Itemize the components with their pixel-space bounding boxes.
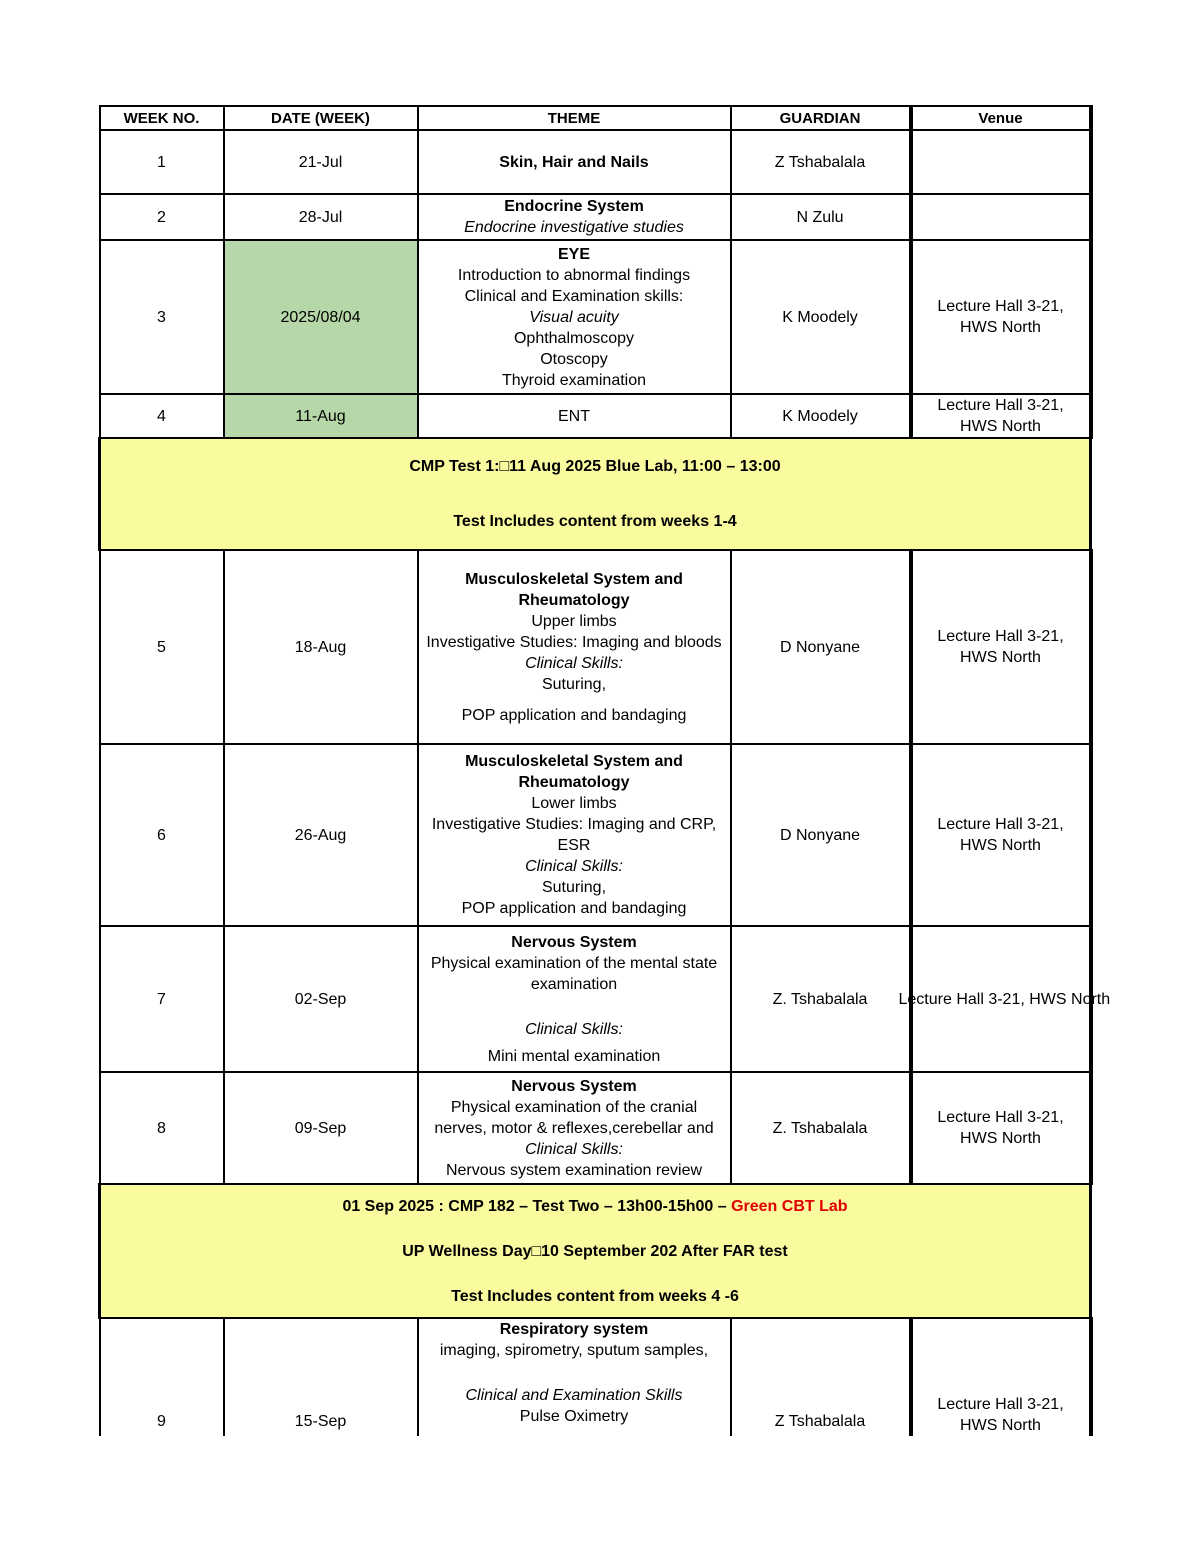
test-banner-2 bbox=[100, 1184, 1091, 1318]
theme-line: Upper limbs bbox=[531, 612, 617, 630]
venue-line: Lecture Hall 3-21, bbox=[937, 298, 1064, 315]
table-row bbox=[100, 194, 1091, 240]
table-row bbox=[100, 744, 1091, 926]
week-cell: 3 bbox=[100, 240, 224, 394]
theme-cell bbox=[418, 1318, 731, 1436]
guardian-cell: Z. Tshabalala bbox=[731, 1072, 911, 1184]
theme-cell bbox=[418, 550, 731, 744]
venue-line: HWS North bbox=[960, 418, 1041, 435]
theme-cell bbox=[418, 1072, 731, 1184]
theme-line: Physical examination of the cranial nerves, motor & reflexes,cerebellar and bbox=[434, 1098, 714, 1137]
week-cell: 8 bbox=[100, 1072, 224, 1184]
header-guardian: GUARDIAN bbox=[731, 106, 911, 130]
theme-line: Physical examination of the mental state examination bbox=[430, 954, 718, 993]
date-cell: 2025/08/04 bbox=[224, 240, 418, 394]
theme-line: Clinical Skills: bbox=[525, 654, 623, 672]
header-theme: THEME bbox=[418, 106, 731, 130]
banner-line: 01 Sep 2025 : CMP 182 – Test Two – 13h00-15h00 – Green CBT Lab bbox=[342, 1197, 848, 1215]
venue-cell bbox=[911, 194, 1091, 240]
theme-line: Otoscopy bbox=[540, 350, 608, 368]
header-date: DATE (WEEK) bbox=[224, 106, 418, 130]
theme-line: POP application and bandaging bbox=[461, 900, 687, 917]
theme-line: Nervous system examination review bbox=[445, 1161, 703, 1179]
theme-line: Clinical Skills: bbox=[525, 1020, 623, 1038]
guardian-cell: D Nonyane bbox=[731, 744, 911, 926]
theme-line: imaging, spirometry, sputum samples, bbox=[439, 1342, 709, 1359]
venue-line: Lecture Hall 3-21, bbox=[937, 1396, 1064, 1413]
theme-title: Musculoskeletal System and Rheumatology bbox=[465, 570, 683, 609]
week-cell: 2 bbox=[100, 194, 224, 240]
date-cell: 26-Aug bbox=[224, 744, 418, 926]
table-row bbox=[100, 240, 1091, 394]
date-cell: 28-Jul bbox=[224, 194, 418, 240]
venue-cell bbox=[911, 394, 1091, 438]
theme-line: Visual acuity bbox=[529, 308, 619, 326]
theme-line: Lower limbs bbox=[531, 795, 617, 812]
theme-line: Introduction to abnormal findings bbox=[457, 266, 691, 284]
theme-title: EYE bbox=[557, 245, 590, 263]
table-row bbox=[100, 1072, 1091, 1184]
theme-line: Ophthalmoscopy bbox=[513, 329, 635, 347]
date-cell: 11-Aug bbox=[224, 394, 418, 438]
guardian-cell: Z Tshabalala bbox=[731, 130, 911, 194]
theme-cell: ENT bbox=[418, 394, 731, 438]
theme-line: POP application and bandaging bbox=[461, 706, 687, 724]
table-row bbox=[100, 130, 1091, 194]
venue-cell bbox=[911, 130, 1091, 194]
venue-cell bbox=[911, 744, 1091, 926]
theme-line: Investigative Studies: Imaging and bloods bbox=[426, 633, 722, 651]
theme-title: Musculoskeletal System and Rheumatology bbox=[465, 753, 683, 791]
theme-title: Respiratory system bbox=[499, 1321, 649, 1338]
theme-line: Suturing, bbox=[541, 675, 607, 693]
guardian-cell: Z. Tshabalala bbox=[731, 926, 911, 1072]
banner-line: Test Includes content from weeks 1-4 bbox=[453, 513, 737, 530]
banner-line: CMP Test 1:□11 Aug 2025 Blue Lab, 11:00 – 13:00 bbox=[409, 458, 781, 475]
date-cell: 09-Sep bbox=[224, 1072, 418, 1184]
theme-line: Investigative Studies: Imaging and CRP, ESR bbox=[431, 816, 717, 854]
venue-line: HWS North bbox=[960, 649, 1041, 666]
venue-cell bbox=[898, 926, 1111, 1072]
header-row bbox=[100, 106, 1091, 130]
theme-line: Endocrine investigative studies bbox=[464, 219, 684, 236]
venue-line: Lecture Hall 3-21, bbox=[937, 816, 1064, 833]
venue-line: HWS North bbox=[960, 837, 1041, 854]
theme-line: Clinical and Examination Skills bbox=[465, 1387, 683, 1404]
week-cell: 4 bbox=[100, 394, 224, 438]
venue-line: Lecture Hall 3-21, bbox=[937, 628, 1064, 645]
week-cell: 7 bbox=[100, 926, 224, 1072]
guardian-cell: K Moodely bbox=[731, 394, 911, 438]
theme-line: Pulse Oximetry bbox=[519, 1408, 629, 1425]
table-row bbox=[100, 394, 1091, 438]
venue-line: HWS North bbox=[960, 319, 1041, 336]
theme-cell: Skin, Hair and Nails bbox=[418, 130, 731, 194]
date-cell: 02-Sep bbox=[224, 926, 418, 1072]
venue-line: HWS North bbox=[960, 1130, 1041, 1147]
theme-cell bbox=[418, 240, 731, 394]
lab-name: Green CBT Lab bbox=[731, 1197, 848, 1215]
table-row bbox=[100, 926, 1091, 1072]
theme-cell bbox=[418, 926, 731, 1072]
theme-line: Clinical Skills: bbox=[525, 858, 623, 875]
date-cell: 15-Sep bbox=[224, 1318, 418, 1436]
test-banner-1 bbox=[100, 438, 1091, 550]
venue-cell bbox=[911, 240, 1091, 394]
date-cell: 18-Aug bbox=[224, 550, 418, 744]
venue-line: Lecture Hall 3-21, bbox=[937, 397, 1064, 414]
theme-title: Nervous System bbox=[511, 933, 637, 951]
table-row bbox=[100, 550, 1091, 744]
banner-line: UP Wellness Day□10 September 202 After FAR test bbox=[402, 1242, 788, 1260]
week-cell: 9 bbox=[100, 1318, 224, 1436]
theme-line: Thyroid examination bbox=[501, 371, 647, 389]
theme-title: Endocrine System bbox=[504, 198, 644, 215]
theme-cell bbox=[418, 194, 731, 240]
theme-line: Clinical Skills: bbox=[525, 1140, 623, 1158]
date-cell: 21-Jul bbox=[224, 130, 418, 194]
theme-title: Nervous System bbox=[511, 1077, 637, 1095]
week-cell: 1 bbox=[100, 130, 224, 194]
header-venue: Venue bbox=[911, 106, 1091, 130]
week-cell: 6 bbox=[100, 744, 224, 926]
table-row bbox=[100, 1318, 1091, 1436]
venue-line: Lecture Hall 3-21, HWS North bbox=[898, 990, 1111, 1008]
guardian-cell: D Nonyane bbox=[731, 550, 911, 744]
venue-line: Lecture Hall 3-21, bbox=[937, 1109, 1064, 1126]
venue-cell bbox=[911, 550, 1091, 744]
guardian-cell: K Moodely bbox=[731, 240, 911, 394]
venue-line: HWS North bbox=[960, 1417, 1041, 1434]
theme-cell bbox=[418, 744, 731, 926]
week-cell: 5 bbox=[100, 550, 224, 744]
schedule-table bbox=[98, 105, 1111, 1436]
theme-line: Clinical and Examination skills: bbox=[464, 287, 684, 305]
header-week: WEEK NO. bbox=[100, 106, 224, 130]
banner-line: Test Includes content from weeks 4 -6 bbox=[451, 1287, 739, 1305]
venue-cell bbox=[911, 1072, 1091, 1184]
guardian-cell: N Zulu bbox=[731, 194, 911, 240]
venue-cell bbox=[911, 1318, 1091, 1436]
guardian-cell: Z Tshabalala bbox=[731, 1318, 911, 1436]
theme-line: Suturing, bbox=[541, 879, 607, 896]
theme-line: Mini mental examination bbox=[487, 1047, 661, 1065]
